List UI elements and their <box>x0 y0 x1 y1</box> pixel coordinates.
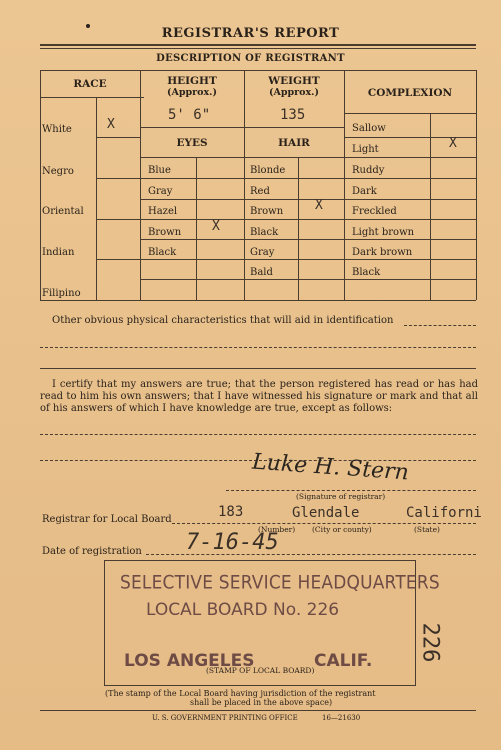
weight-header: WEIGHT <box>268 75 320 87</box>
hair-blonde: Blonde <box>250 165 286 176</box>
certification-text: I certify that my answers are true; that the person registered has read or has had read to him his own answers; that I have witnessed his signature or mark and that all of his answers of which I have knowledge are true, except as follows: <box>40 379 478 414</box>
local-board-line <box>172 523 476 524</box>
race-filipino: Filipino <box>42 288 81 299</box>
stamp-line-3-right: CALIF. <box>314 651 373 671</box>
hair-header: HAIR <box>278 137 310 149</box>
city-value: Glendale <box>292 505 360 521</box>
complexion-sallow: Sallow <box>352 123 386 134</box>
race-oriental: Oriental <box>42 206 84 217</box>
exceptions-line-1 <box>40 434 476 435</box>
weight-value: 135 <box>280 107 306 123</box>
complexion-freckled: Freckled <box>352 206 397 217</box>
stamp-side-number: 226 <box>417 622 443 663</box>
date-line <box>146 554 476 555</box>
height-value: 5' 6" <box>168 107 211 123</box>
complexion-black: Black <box>352 267 381 278</box>
number-caption: (Number) <box>258 525 296 534</box>
height-subheader: (Approx.) <box>167 87 217 98</box>
eyes-black: Black <box>148 247 177 258</box>
form-title: REGISTRAR'S REPORT <box>161 26 340 41</box>
state-value: Californi <box>406 505 482 521</box>
stamp-line-3-left: LOS ANGELES <box>124 651 255 671</box>
city-caption: (City or county) <box>312 525 372 534</box>
eyes-header: EYES <box>176 137 208 149</box>
eyes-hazel: Hazel <box>148 206 178 217</box>
complexion-dark: Dark <box>352 186 377 197</box>
stamp-line-1: SELECTIVE SERVICE HEADQUARTERS <box>120 572 440 594</box>
form-number: 16—21630 <box>322 714 361 722</box>
signature-line <box>226 490 476 491</box>
other-characteristics-line-2 <box>40 347 476 348</box>
footer-rule <box>40 710 476 711</box>
complexion-light-brown: Light brown <box>352 227 415 238</box>
weight-subheader: (Approx.) <box>269 87 319 98</box>
hair-bald: Bald <box>250 267 273 278</box>
eyes-blue: Blue <box>148 165 171 176</box>
height-header: HEIGHT <box>167 75 217 87</box>
section-subtitle: DESCRIPTION OF REGISTRANT <box>156 53 345 64</box>
hair-red: Red <box>250 186 270 197</box>
complexion-dark-brown: Dark brown <box>352 247 413 258</box>
race-white-mark: X <box>107 117 115 132</box>
race-white: White <box>42 124 72 135</box>
date-label: Date of registration <box>42 546 142 557</box>
hair-gray: Gray <box>250 247 275 258</box>
eyes-gray: Gray <box>148 186 173 197</box>
stamp-caption: (STAMP OF LOCAL BOARD) <box>206 666 315 675</box>
stamp-note-line-2: shall be placed in the above space) <box>190 698 333 707</box>
board-number-value: 183 <box>218 504 244 520</box>
stamp-line-2: LOCAL BOARD No. 226 <box>146 600 340 620</box>
state-caption: (State) <box>414 525 440 534</box>
complexion-ruddy: Ruddy <box>352 165 385 176</box>
registrar-signature: Luke H. Stern <box>251 449 410 486</box>
hair-brown: Brown <box>250 206 284 217</box>
other-characteristics-line-1 <box>404 325 476 326</box>
hair-black: Black <box>250 227 279 238</box>
complexion-light: Light <box>352 144 379 155</box>
race-header: RACE <box>73 78 107 90</box>
eyes-brown-mark: X <box>212 219 220 234</box>
complexion-header: COMPLEXION <box>367 87 453 99</box>
title-rule <box>40 44 476 46</box>
hair-brown-mark: X <box>315 198 323 213</box>
date-value: 7-16-45 <box>186 530 279 555</box>
local-board-label: Registrar for Local Board <box>42 514 172 525</box>
printer-imprint: U. S. GOVERNMENT PRINTING OFFICE <box>152 714 298 722</box>
race-indian: Indian <box>42 247 75 258</box>
eyes-brown: Brown <box>148 227 182 238</box>
race-negro: Negro <box>42 166 74 177</box>
stamp-note-line-1: (The stamp of the Local Board having jurisdiction of the registrant <box>105 689 376 698</box>
other-characteristics-label: Other obvious physical characteristics that will aid in identification <box>52 315 394 326</box>
signature-caption: (Signature of registrar) <box>296 492 386 501</box>
complexion-light-mark: X <box>449 136 457 151</box>
